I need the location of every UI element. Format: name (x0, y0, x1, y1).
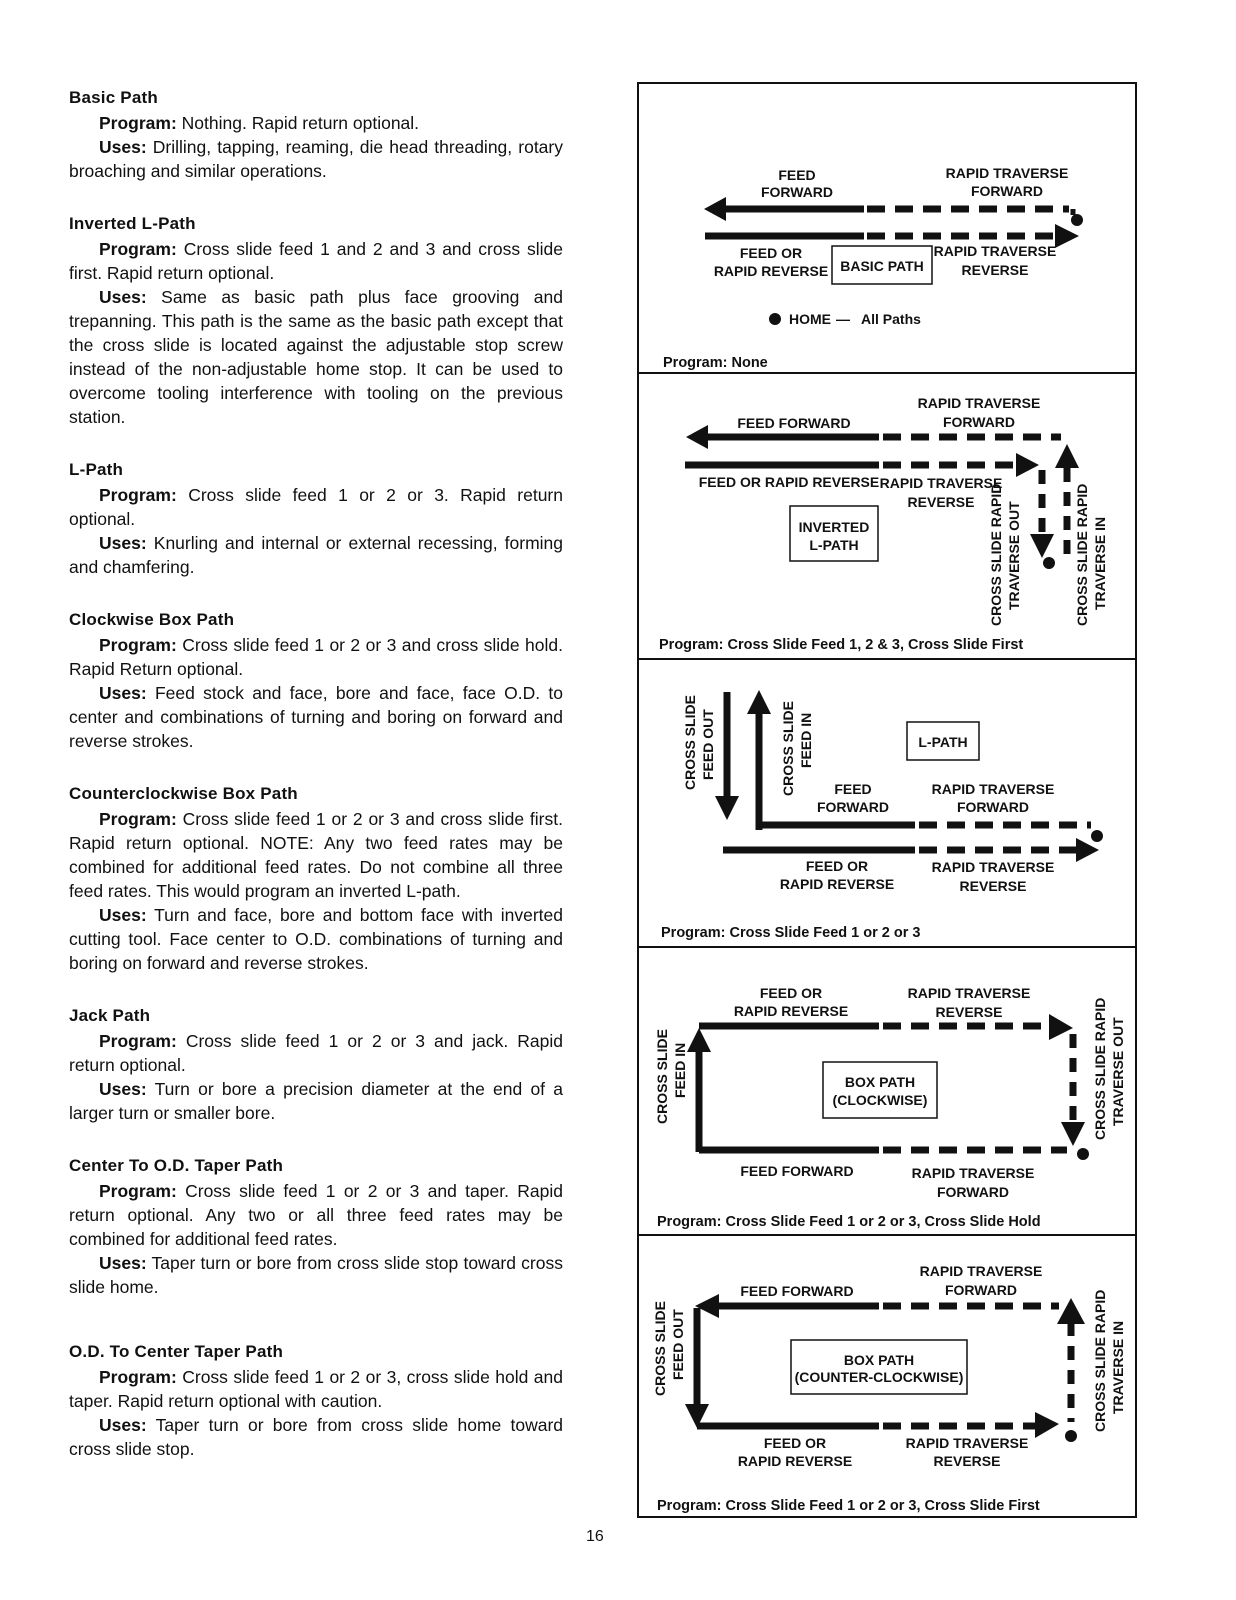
program-text: Cross slide feed 1 or 2 or 3 and taper. Rapid return optional. Any two or all three feed rates may be combined for additional feed rates. (69, 1181, 563, 1249)
label-feed-or-line1: FEED OR (739, 245, 803, 261)
diagram-counterclockwise-box-path (637, 1234, 1137, 1518)
inverted-l-path-svg (639, 374, 1139, 662)
cw-box-path-box-line1: BOX PATH (844, 1074, 916, 1090)
cw-box-path-box (823, 1062, 937, 1118)
home-legend-label: HOME (789, 311, 831, 327)
ccw-box-path-box-line2: (COUNTER-CLOCKWISE) (794, 1369, 964, 1385)
label-rapid-traverse-reverse-line1: RAPID TRAVERSE (907, 985, 1031, 1001)
program-text: Cross slide feed 1 and 2 and 3 and cross slide first. Rapid return optional. (69, 239, 563, 283)
label-rapid-traverse-forward-line2: FORWARD (944, 1282, 1018, 1298)
section-inverted-l-path (69, 214, 563, 429)
program-label: Program: (99, 1181, 177, 1201)
uses-label: Uses: (99, 905, 147, 925)
section-title: Inverted L-Path (69, 214, 196, 233)
program-caption: Program: Cross Slide Feed 1 or 2 or 3, Cross Slide Hold (657, 1214, 1041, 1230)
home-dot-icon (1043, 557, 1055, 569)
label-rapid-traverse-reverse-line1: RAPID TRAVERSE (905, 1435, 1029, 1451)
inverted-l-path-box-line2: L-PATH (809, 537, 859, 553)
label-feed-or-line1: FEED OR (759, 985, 823, 1001)
l-path-svg (639, 660, 1139, 950)
cw-box-path-box-line2: (CLOCKWISE) (832, 1092, 928, 1108)
label-rapid-traverse-forward-line1: RAPID TRAVERSE (917, 395, 1041, 411)
section-title: Clockwise Box Path (69, 610, 235, 629)
label-feed-or-line1: FEED OR (805, 858, 869, 874)
label-feed-or-line2: RAPID REVERSE (737, 1453, 853, 1469)
uses-text: Taper turn or bore from cross slide home toward cross slide stop. (69, 1415, 563, 1459)
page-number: 16 (586, 1528, 604, 1545)
arrow-down-icon (1061, 1122, 1085, 1146)
label-feed-or-line2: RAPID REVERSE (779, 876, 895, 892)
label-rapid-traverse-reverse-line2: REVERSE (933, 1453, 1001, 1469)
inverted-l-path-box-line1: INVERTED (798, 519, 870, 535)
arrow-up-icon (1055, 444, 1079, 468)
home-dot-icon (1071, 214, 1083, 226)
arrow-up-icon (687, 1028, 711, 1052)
home-dot-icon (1077, 1148, 1089, 1160)
clockwise-box-path-svg (639, 948, 1139, 1238)
label-rapid-traverse-forward-line1: RAPID TRAVERSE (919, 1263, 1043, 1279)
section-clockwise-box-path (69, 610, 563, 753)
program-label: Program: (99, 485, 177, 505)
uses-text: Turn and face, bore and bottom face with inverted cutting tool. Face center to O.D. combinations of turning and boring on forward and reverse strokes. (69, 905, 564, 973)
label-feed-forward: FEED FORWARD (740, 1283, 854, 1299)
uses-text: Drilling, tapping, reaming, die head threading, rotary broaching and similar operations. (69, 137, 563, 181)
counterclockwise-box-path-svg (639, 1236, 1139, 1520)
label-cross-slide-feed-out-line1: CROSS SLIDE (652, 1301, 668, 1396)
arrow-right-icon (1049, 1014, 1073, 1040)
text-column (69, 88, 563, 1461)
section-l-path (69, 460, 563, 579)
program-label: Program: (99, 1031, 177, 1051)
arrow-right-icon (1055, 224, 1079, 248)
section-center-to-od-taper-path (69, 1156, 563, 1299)
label-cross-slide-feed-out-line1: CROSS SLIDE (682, 695, 698, 790)
label-feed-forward: FEED FORWARD (740, 1163, 854, 1179)
label-cross-slide-feed-in-line1: CROSS SLIDE (654, 1029, 670, 1124)
label-cross-slide-rapid-out-line2: TRAVERSE OUT (1110, 1017, 1126, 1126)
home-dot-icon (1091, 830, 1103, 842)
label-feed-forward: FEED FORWARD (737, 415, 851, 431)
program-label: Program: (99, 239, 177, 259)
section-title: Basic Path (69, 88, 158, 107)
diagram-inverted-l-path (637, 372, 1137, 660)
program-label: Program: (99, 113, 177, 133)
section-counterclockwise-box-path (69, 784, 563, 975)
label-rapid-traverse-reverse-line2: REVERSE (961, 262, 1029, 278)
label-rapid-traverse-forward-line2: FORWARD (936, 1184, 1010, 1200)
label-feed-or-line2: RAPID REVERSE (733, 1003, 849, 1019)
home-dot-icon (1065, 1430, 1077, 1442)
program-text: Cross slide feed 1 or 2 or 3, cross slide hold and taper. Rapid return optional with caution. (69, 1367, 563, 1411)
home-legend-dash: — (836, 311, 850, 327)
program-text: Nothing. Rapid return optional. (181, 113, 420, 133)
section-basic-path (69, 88, 563, 183)
label-cross-slide-feed-in-line1: CROSS SLIDE (780, 701, 796, 796)
diagram-clockwise-box-path (637, 946, 1137, 1236)
uses-label: Uses: (99, 287, 147, 307)
label-feed-or-line1: FEED OR (763, 1435, 827, 1451)
basic-path-box-label: BASIC PATH (840, 258, 924, 274)
program-text: Cross slide feed 1 or 2 or 3 and cross slide hold. Rapid Return optional. (69, 635, 563, 679)
label-cross-slide-feed-in-line2: FEED IN (798, 712, 814, 768)
home-legend-dot-icon (769, 313, 781, 325)
label-rapid-traverse-forward-line2: FORWARD (942, 414, 1016, 430)
l-path-box-label: L-PATH (918, 734, 968, 750)
program-label: Program: (99, 809, 177, 829)
program-label: Program: (99, 1367, 177, 1387)
label-rapid-traverse-forward-line2: FORWARD (956, 799, 1030, 815)
label-rapid-traverse-reverse-line1: RAPID TRAVERSE (931, 859, 1055, 875)
program-caption: Program: Cross Slide Feed 1 or 2 or 3 (661, 925, 921, 941)
uses-text: Feed stock and face, bore and face, face O.D. to center and combinations of turning and boring on forward and reverse strokes. (69, 683, 563, 751)
program-text: Cross slide feed 1 or 2 or 3. Rapid return optional. (69, 485, 563, 529)
label-cross-slide-rapid-out-line1: CROSS SLIDE RAPID (1092, 997, 1108, 1140)
arrow-right-icon (1016, 453, 1039, 477)
label-rapid-traverse-reverse-line2: REVERSE (935, 1004, 1003, 1020)
label-rapid-traverse-forward-line1: RAPID TRAVERSE (945, 165, 1069, 181)
label-cross-slide-feed-in-line2: FEED IN (672, 1042, 688, 1098)
diagram-l-path (637, 658, 1137, 948)
uses-text: Knurling and internal or external recessing, forming and chamfering. (69, 533, 563, 577)
label-rapid-traverse-forward-line2: FORWARD (970, 183, 1044, 199)
uses-label: Uses: (99, 137, 147, 157)
section-title: Center To O.D. Taper Path (69, 1156, 284, 1175)
program-text: Cross slide feed 1 or 2 or 3 and jack. Rapid return optional. (69, 1031, 563, 1075)
label-cross-slide-rapid-in-line2: TRAVERSE IN (1092, 516, 1108, 610)
section-title: O.D. To Center Taper Path (69, 1342, 284, 1361)
label-feed-or-rapid-reverse: FEED OR RAPID REVERSE (698, 474, 880, 490)
label-rapid-traverse-reverse-line2: REVERSE (907, 494, 975, 510)
label-feed-or-line2: RAPID REVERSE (713, 263, 829, 279)
program-text: Cross slide feed 1 or 2 or 3 and cross slide first. Rapid return optional. NOTE: Any two feed rates may be combined for additional feed rates. Do not combine all three feed rates. This would program an inverted L-path. (69, 809, 563, 901)
label-rapid-traverse-forward-line1: RAPID TRAVERSE (911, 1165, 1035, 1181)
label-rapid-traverse-reverse-line2: REVERSE (959, 878, 1027, 894)
basic-path-svg (639, 84, 1139, 376)
label-cross-slide-rapid-in-line2: TRAVERSE IN (1110, 1320, 1126, 1414)
section-title: L-Path (69, 460, 124, 479)
section-od-to-center-taper-path (69, 1342, 563, 1461)
label-rapid-traverse-forward-line1: RAPID TRAVERSE (931, 781, 1055, 797)
arrow-left-icon (704, 197, 726, 221)
ccw-box-path-box-line1: BOX PATH (843, 1352, 915, 1368)
arrow-down-icon (1030, 534, 1054, 558)
section-title: Counterclockwise Box Path (69, 784, 298, 803)
label-rapid-traverse-reverse-line1: RAPID TRAVERSE (933, 243, 1057, 259)
label-cross-slide-rapid-in-line1: CROSS SLIDE RAPID (1092, 1289, 1108, 1432)
label-cross-slide-rapid-out-line2: TRAVERSE OUT (1006, 501, 1022, 610)
uses-label: Uses: (99, 1079, 147, 1099)
program-label: Program: (99, 635, 177, 655)
uses-text: Turn or bore a precision diameter at the end of a larger turn or smaller bore. (69, 1079, 563, 1123)
uses-label: Uses: (99, 683, 147, 703)
section-jack-path (69, 1006, 563, 1125)
label-cross-slide-feed-out-line2: FEED OUT (700, 709, 716, 780)
home-legend-note: All Paths (861, 311, 921, 327)
diagram-basic-path (637, 82, 1137, 374)
label-feed-forward-line1: FEED (778, 167, 816, 183)
arrow-down-icon (715, 796, 739, 820)
label-cross-slide-rapid-out-line1: CROSS SLIDE RAPID (988, 483, 1004, 626)
label-feed-forward-line1: FEED (834, 781, 872, 797)
uses-text: Taper turn or bore from cross slide stop toward cross slide home. (69, 1253, 563, 1297)
program-caption: Program: Cross Slide Feed 1 or 2 or 3, Cross Slide First (657, 1498, 1040, 1514)
arrow-up-icon (1057, 1298, 1085, 1324)
label-rapid-traverse-reverse-line1: RAPID TRAVERSE (879, 475, 1003, 491)
program-caption: Program: Cross Slide Feed 1, 2 & 3, Cross Slide First (659, 637, 1024, 653)
arrow-left-icon (686, 425, 708, 449)
program-caption: Program: None (663, 355, 768, 371)
arrow-right-icon (1035, 1412, 1059, 1438)
label-cross-slide-rapid-in-line1: CROSS SLIDE RAPID (1074, 483, 1090, 626)
label-feed-forward-line2: FORWARD (760, 184, 834, 200)
uses-text: Same as basic path plus face grooving and trepanning. This path is the same as the basic path except that the cross slide is located against the adjustable stop screw instead of the non-adjustable home stop. It can be used to overcome tooling interference with tooling on the previous station. (69, 287, 563, 427)
uses-label: Uses: (99, 533, 147, 553)
uses-label: Uses: (99, 1253, 147, 1273)
section-title: Jack Path (69, 1006, 151, 1025)
arrow-up-icon (747, 690, 771, 714)
label-feed-forward-line2: FORWARD (816, 799, 890, 815)
label-cross-slide-feed-out-line2: FEED OUT (670, 1309, 686, 1380)
uses-label: Uses: (99, 1415, 147, 1435)
